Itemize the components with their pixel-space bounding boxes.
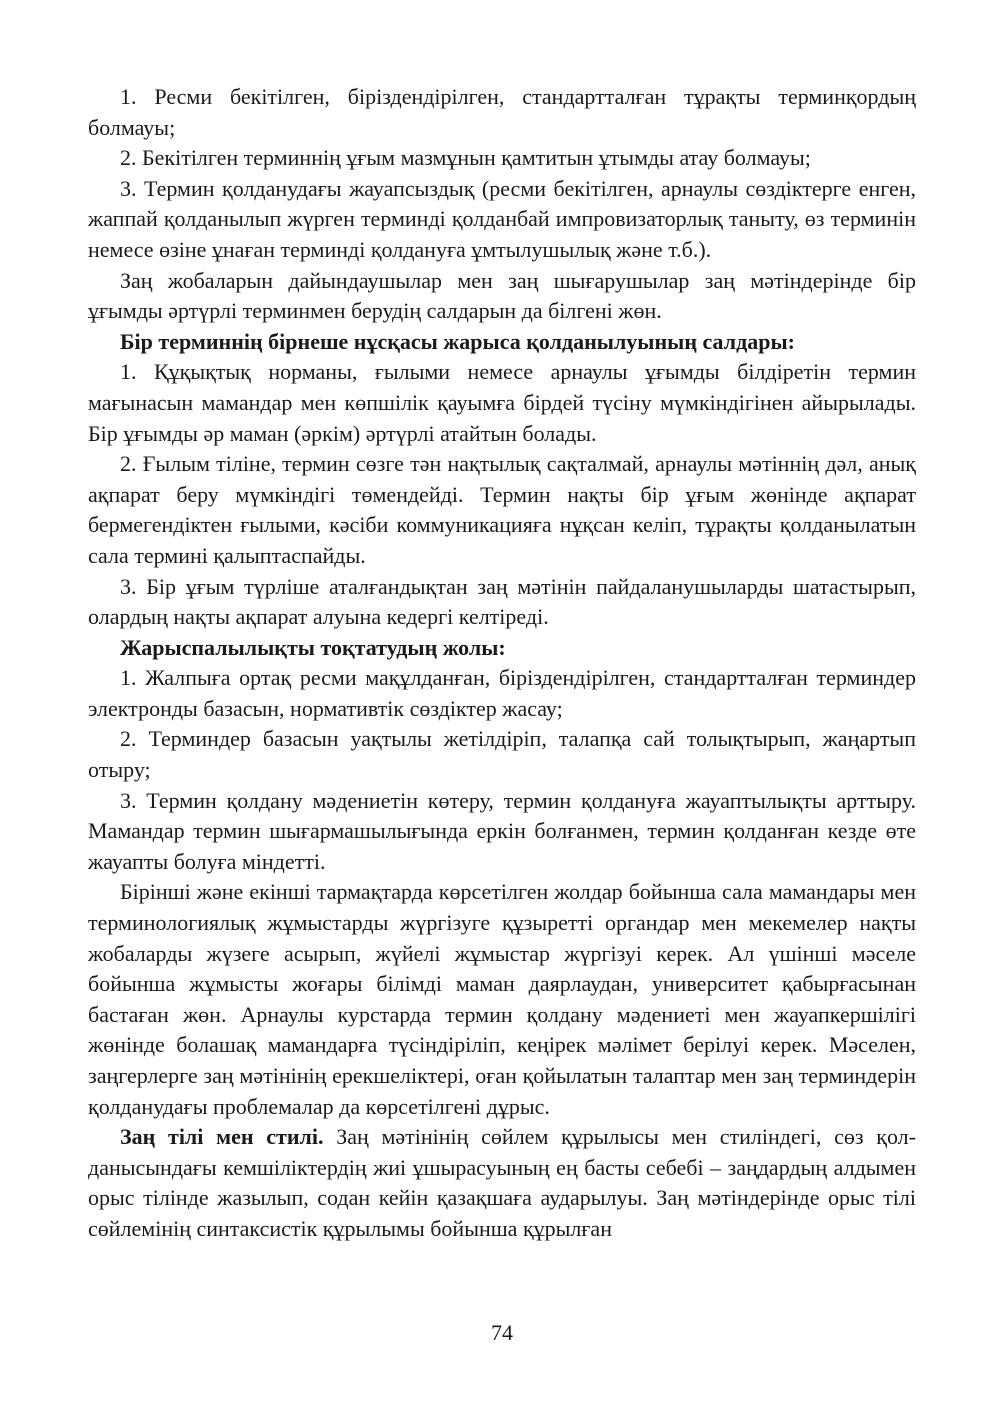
section-heading-consequences: Бір терминнің бірнеше нұсқасы жарыса қолданылуының салдары:: [120, 328, 795, 354]
paragraph-legal-style-text: Заң мәтінінің сөйлем құрылысы мен стиліндегі, сөз қолданысындағы кемшіліктердің жиі ұшырасуының ең басты себебі – заңдардың алдымен орыс тілінде жазылып, содан кейін қазақшаға аударылуы. Заң мәтіндерінде орыс тілі сөйлемінің синтаксистік құрылымы бойынша құрылған: [88, 1124, 916, 1241]
paragraph-consequence-1: 1. Құқықтық норманы, ғылыми немесе арнаулы ұғымды білдіретін термин мағынасын мамандар мен көпшілік қауымға бірдей түсіну мүмкіндігінен айырылады. Бір ұғымды әр маман (әркім) әртүрлі атайтын болады.: [88, 359, 916, 446]
paragraph-solution-3: 3. Термин қолдану мәдениетін көтеру, термин қолдануға жауаптылықты арттыру. Мамандар термин шығармашылығында еркін болғанмен, термин қолданған кезде өте жауапты болуға міндетті.: [88, 787, 916, 874]
paragraph-solution-1: 1. Жалпыға ортақ ресми мақұлданған, біріздендірілген, стандартталған терминдер электронды базасын, нормативтік сөздіктер жасау;: [88, 665, 916, 721]
paragraph-solution-2: 2. Терминдер базасын уақтылы жетілдіріп, талапқа сай толықтырып, жаңартып отыру;: [88, 726, 916, 783]
section-heading-solution: Жарыспалылықты тоқтатудың жолы:: [120, 634, 506, 660]
page-number: 74: [491, 1320, 513, 1345]
paragraph-consequence-3: 3. Бір ұғым түрліше аталғандықтан заң мәтінін пайдаланушыларды шатастырып, олардың нақты ақпарат алуына кедергі келтіреді.: [88, 573, 916, 630]
paragraph-legal-style: [88, 1122, 916, 1244]
paragraph-consequence-2: 2. Ғылым тіліне, термин сөзге тән нақтылық сақталмай, арнаулы мәтіннің дәл, анық ақпарат беру мүмкіндігі төмендейді. Термин нақты бір ұғым жөнінде ақпарат бермегендіктен ғылыми, кәсіби коммуникацияға нұқсан келіп, тұрақты қолданылатын сала термині қалыптаспайды.: [88, 451, 916, 568]
run-in-heading: Заң тілі мен стилі.: [120, 1124, 324, 1150]
paragraph-body-long: Бірінші және екінші тармақтарда көрсетілген жолдар бойынша сала мамандары мен терминологиялық жұмыстарды жүргізуге құзыретті органдар мен мекемелер нақты жобаларды жүзеге асырып, жүйелі жұмыстар жүргізуі керек. Ал үшінші мәселе бойынша жұмысты жоғары білімді маман даярлаудан, университет қабырғасынан бастаған жөн. Арнаулы курстарда термин қолдану мәдениеті мен жауапкершілігі жөнінде болашақ мамандарға түсіндіріліп, кеңірек мәлімет берілуі керек. Мәселен, заңгерлерге заң мәтінінің ерекшеліктері, оған қойылатын талаптар мен заң терминдерін қолданудағы проблемалар да көрсетілгені дұрыс.: [88, 879, 916, 1119]
paragraph-list-item-3: 3. Термин қолданудағы жауапсыздық (ресми бекітілген, арнаулы сөздіктерге енген, жаппай қолданылып жүрген терминді қолданбай импровизаторлық таныту, өз терминін немесе өзіне ұнаған терминді қолдануға ұмтылушылық және т.б.).: [88, 175, 916, 262]
paragraph-list-item-1: 1. Ресми бекітілген, біріздендірілген, стандартталған тұрақты терминқордың болмауы;: [88, 84, 916, 140]
paragraph-body: Заң жобаларын дайындаушылар мен заң шығарушылар заң мәтіндерінде бір ұғымды әртүрлі терминмен берудің салдарын да білгені жөн.: [88, 267, 916, 324]
document-page: [88, 82, 916, 1245]
paragraph-list-item-2: 2. Бекітілген терминнің ұғым мазмұнын қамтитын ұтымды атау болмауы;: [120, 145, 811, 171]
